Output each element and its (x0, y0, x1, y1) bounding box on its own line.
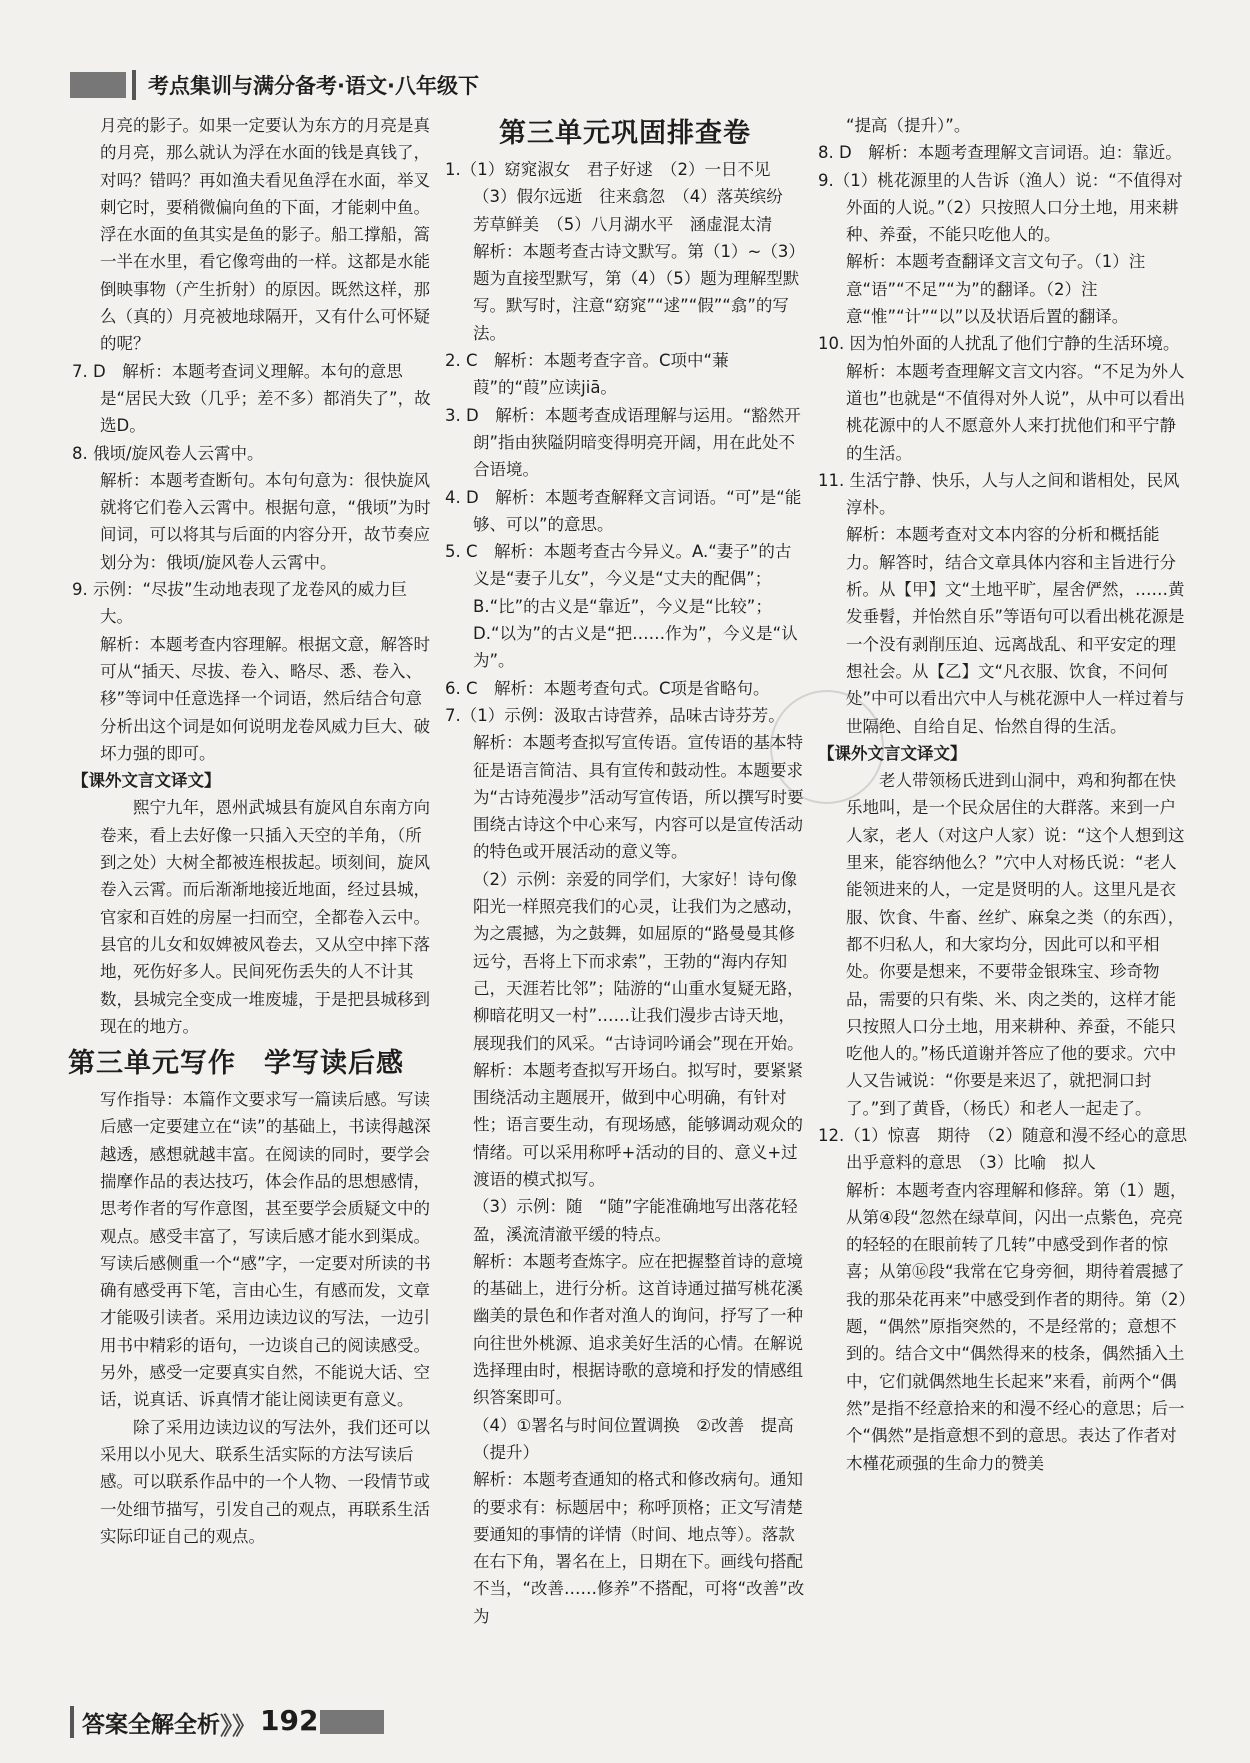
analysis-7-continued: “提高（提升）”。 (846, 116, 971, 135)
answer-6: 6. C 解析：本题考查句式。C项是省略句。 (445, 678, 770, 698)
footer-label: 答案全解全析 (82, 1712, 220, 1738)
writing-guide: 写作指导：本篇作文要求写一篇读后感。写读后感一定要建立在“读”的基础上，书读得越深越透，感想就越丰富。在阅读的同时，要学会揣摩作品的表达技巧，体会作品的思想感情，思考作者的写作意图，甚至要学会质疑文中的观点。感受丰富了，写读后感才能水到渠成。写读后感侧重一个“感”字，一定要对所读的书确有感受再下笔，言由心生，有感而发，文章才能吸引读者。采用边读边议的写法，一边引用书中精彩的语句，一边谈自己的阅读感受。另外，感受一定要真实自然，不能说大话、空话，说真话、诉真情才能让阅读更有意义。 (100, 1090, 431, 1410)
analysis-10: 解析：本题考查理解文言文内容。“不足为外人道也”也就是“不值得对外人说”，从中可以看出桃花源中的人不愿意外人来打扰他们和平宁静的生活。 (846, 361, 1186, 463)
page-number: 192 (260, 1704, 319, 1737)
answer-7-4: （4）①署名与时间位置调换 ②改善 提高（提升） (473, 1415, 794, 1462)
answer-7-1: 7.（1）示例：汲取古诗营养，品味古诗芬芳。 (445, 705, 785, 725)
header-bar (70, 72, 126, 98)
answer-9b: 9.（1）桃花源里的人告诉（渔人）说：“不值得对外面的人说。”（2）只按照人口分土地，用来耕种、养蚕，不能只吃他人的。 (818, 170, 1183, 245)
header-divider (132, 70, 136, 100)
chevron-right-icon: 》》 (220, 1712, 256, 1740)
analysis-8: 解析：本题考查断句。本句句意为：很快旋风就将它们卷入云霄中。根据句意，“俄顷”为时间词，可以将其与后面的内容分开，故节奏应划分为：俄顷/旋风卷人云霄中。 (100, 470, 431, 572)
translation-continued: 月亮的影子。如果一定要认为东方的月亮是真的月亮，那么就认为浮在水面的钱是真钱了，对吗？错吗？再如渔夫看见鱼浮在水面，举叉刺它时，要稍微偏向鱼的下面，才能刺中鱼。浮在水面的鱼其实是鱼的影子。船工撑船，篙一半在水里，看它像弯曲的一样。这都是水能倒映事物（产生折射）的原因。既然这样，那么（真的）月亮被地球隔开，又有什么可怀疑的呢？ (100, 116, 430, 354)
writing-section-title: 第三单元写作 学写读后感 (68, 1048, 404, 1080)
column-right (818, 112, 1204, 1477)
answer-12: 12.（1）惊喜 期待 （2）随意和漫不经心的意思 出乎意料的意思 （3）比喻 拟人 (818, 1125, 1204, 1173)
analysis-12: 解析：本题考查内容理解和修辞。第（1）题，从第④段“忽然在绿草间，闪出一点紫色，亮亮的轻轻的在眼前转了几转”中感受到作者的惊喜；从第⑯段“我常在它身旁徊，期待着震撼了我的那朵花再来”中感受到作者的期待。第（2）题，“偶然”原指突然的，不是经常的；意想不到的。结合文中“偶然得来的枝条，偶然插入土中，它们就偶然地生长起来”来看，前两个“偶然”是指不经意拾来的和漫不经心的意思；后一个“偶然”是指意想不到的意思。表达了作者对木槿花顽强的生命力的赞美 (846, 1180, 1187, 1473)
translation-text: 熙宁九年，恩州武城县有旋风自东南方向卷来，看上去好像一只插入天空的羊角，（所到之处）大树全都被连根拔起。顷刻间，旋风卷入云霄。而后渐渐地接近地面，经过县城，官家和百姓的房屋一扫而空，全都卷入云中。县官的儿女和奴婢被风卷去，又从空中摔下落地，死伤好多人。民间死伤丢失的人不计其数，县城完全变成一堆废墟，于是把县城移到现在的地方。 (100, 798, 430, 1036)
answer-7: 7. D 解析：本题考查词义理解。本句的意思是“居民大致（几乎；差不多）都消失了”，故选D。 (72, 361, 431, 436)
analysis-9: 解析：本题考查内容理解。根据文意，解答时可从“插天、尽拔、卷入、略尽、悉、卷入、移”等词中任意选择一个词语，然后结合句意分析出这个词是如何说明龙卷风威力巨大、破坏力强的即可。 (100, 634, 430, 763)
answer-9: 9. 示例：“尽拔”生动地表现了龙卷风的威力巨大。 (72, 580, 408, 627)
translation-label-2: 【课外文言文译文】 (818, 743, 967, 763)
answer-8: 8. 俄顷/旋风卷人云霄中。 (72, 443, 264, 463)
footer-divider (70, 1706, 74, 1738)
column-left (68, 112, 432, 1550)
answer-7-3: （3）示例：随 “随”字能准确地写出落花轻盈，溪流清澈平缓的特点。 (473, 1197, 798, 1244)
answer-4: 4. D 解析：本题考查解释文言词语。“可”是“能够、可以”的意思。 (445, 487, 802, 534)
writing-guide-2: 除了采用边读边议的写法外，我们还可以采用以小见大、联系生活实际的方法写读后感。可以联系作品中的一个人物、一段情节或一处细节描写，引发自己的观点，再联系生活实际印证自己的观点。 (100, 1417, 430, 1546)
analysis-1: 解析：本题考查古诗文默写。第（1）~（3）题为直接型默写，第（4）（5）题为理解型默写。默写时，注意“窈窕”“逑”“假”“翕”的写法。 (473, 241, 805, 343)
translation-text-2: 老人带领杨氏进到山洞中，鸡和狗都在快乐地叫，是一个民众居住的大群落。来到一户人家，老人（对这户人家）说：“这个人想到这里来，能容纳他么？”穴中人对杨氏说：“老人能领进来的人，一定是贤明的人。这里凡是衣服、饮食、牛畜、丝纩、麻枲之类（的东西），都不归私人，和大家均分，因此可以和平相处。你要是想来，不要带金银珠宝、珍奇物品，需要的只有柴、米、肉之类的，这样才能只按照人口分土地，用来耕种、养蚕，不能只吃他人的。”杨氏道谢并答应了他的要求。穴中人又告诫说：“你要是来迟了，就把洞口封了。”到了黄昏，（杨氏）和老人一起走了。 (846, 771, 1185, 1118)
answer-3: 3. D 解析：本题考查成语理解与运用。“豁然开朗”指由狭隘阴暗变得明亮开阔，用在此处不合语境。 (445, 405, 801, 480)
answer-8b: 8. D 解析：本题考查理解文言词语。迫：靠近。 (818, 143, 1182, 163)
analysis-7-1: 解析：本题考查拟写宣传语。宣传语的基本特征是语言简洁、具有宣传和鼓动性。本题要求为“古诗苑漫步”活动写宣传语，所以撰写时要围绕古诗这个中心来写，内容可以是宣传活动的特色或开展活动的意义等。 (473, 733, 804, 862)
analysis-7-4: 解析：本题考查通知的格式和修改病句。通知的要求有：标题居中；称呼顶格；正文写清楚要通知的事情的详情（时间、地点等）。落款在右下角，署名在上，日期在下。画线句搭配不当，“改善……修养”不搭配，可将“改善”改为 (473, 1470, 805, 1626)
analysis-7-2: 解析：本题考查拟写开场白。拟写时，要紧紧围绕活动主题展开，做到中心明确，有针对性；语言要生动，有现场感，能够调动观众的情绪。可以采用称呼+活动的目的、意义+过渡语的模式拟写。 (473, 1060, 803, 1189)
page-header (70, 68, 1210, 100)
exam-section-title: 第三单元巩固排查卷 (499, 118, 751, 149)
translation-label: 【课外文言文译文】 (72, 771, 221, 791)
answer-2: 2. C 解析：本题考查字音。C项中“蒹葭”的“葭”应读jiā。 (445, 351, 729, 398)
answer-11: 11. 生活宁静、快乐，人与人之间和谐相处，民风淳朴。 (818, 470, 1180, 518)
footer-bar (320, 1710, 384, 1734)
page-footer (70, 1702, 390, 1742)
analysis-11: 解析：本题考查对文本内容的分析和概括能力。解答时，结合文章具体内容和主旨进行分析。从【甲】文“土地平旷，屋舍俨然，……黄发垂髫，并怡然自乐”等语句可以看出桃花源是一个没有剥削压迫、远离战乱、和平安定的理想社会。从【乙】文“凡衣服、饮食，不问何处”中可以看出穴中人与桃花源中人一样过着与世隔绝、自给自足、怡然自得的生活。 (846, 525, 1185, 736)
answer-10: 10. 因为怕外面的人扰乱了他们宁静的生活环境。 (818, 334, 1180, 354)
analysis-9b: 解析：本题考查翻译文言文句子。（1）注意“语”“不足”“为”的翻译。（2）注意“惟”“计”“以”以及状语后置的翻译。 (846, 252, 1146, 327)
answer-7-2: （2）示例：亲爱的同学们，大家好！诗句像阳光一样照亮我们的心灵，让我们为之感动，为之震撼，为之鼓舞，如屈原的“路曼曼其修远兮，吾将上下而求索”，王勃的“海内存知己，天涯若比邻”；陆游的“山重水复疑无路，柳暗花明又一村”……让我们漫步古诗天地，展现我们的风采。“古诗词吟诵会”现在开始。 (473, 869, 804, 1053)
answer-5: 5. C 解析：本题考查古今异义。A.“妻子”的古义是“妻子儿女”，今义是“丈夫的配偶”；B.“比”的古义是“靠近”，今义是“比较”；D.“以为”的古义是“把……作为”，今义是“认为”。 (445, 542, 798, 671)
book-title: 考点集训与满分备考·语文·八年级下 (148, 74, 479, 98)
column-middle (445, 112, 805, 1630)
answer-1: 1.（1）窈窕淑女 君子好逑 （2）一日不见 （3）假尔远逝 往来翕忽 （4）落英缤纷 芳草鲜美 （5）八月湖水平 涵虚混太清 (445, 160, 800, 234)
analysis-7-3: 解析：本题考查炼字。应在把握整首诗的意境的基础上，进行分析。这首诗通过描写桃花溪幽美的景色和作者对渔人的询问，抒写了一种向往世外桃源、追求美好生活的心情。在解说选择理由时，根据诗歌的意境和抒发的情感组织答案即可。 (473, 1251, 803, 1408)
